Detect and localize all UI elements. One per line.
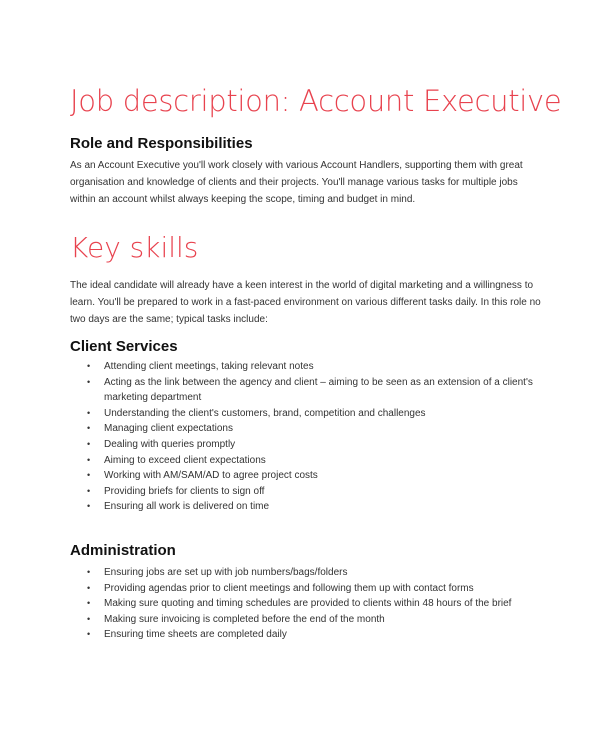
bullet-icon: • bbox=[87, 567, 91, 577]
list-item-text: Working with AM/SAM/AD to agree project costs bbox=[104, 470, 318, 482]
bullet-icon: • bbox=[87, 582, 91, 593]
bullet-icon: • bbox=[87, 361, 91, 371]
administration-heading: Administration bbox=[70, 542, 176, 559]
bullet-icon: • bbox=[87, 501, 91, 512]
key-skills-paragraph: The ideal candidate will already have a keen interest in the world of digital marketing and a willingness to learn. You'll be prepared to work in a fast-paced environment on various different tasks daily. In this role no two days are the same; typical tasks include: bbox=[70, 280, 541, 325]
list-item-text: Attending client meetings, taking relevant notes bbox=[104, 361, 314, 372]
page-title: Job description: Account Executive bbox=[70, 84, 562, 118]
list-item-text: Ensuring time sheets are completed daily bbox=[104, 629, 287, 641]
list-item-text: Providing agendas prior to client meetings and following them up with contact forms bbox=[104, 582, 474, 594]
key-skills-heading: Key skills bbox=[70, 231, 199, 264]
list-item bbox=[70, 453, 550, 469]
list-item bbox=[70, 375, 550, 406]
client-services-heading: Client Services bbox=[70, 338, 178, 355]
bullet-icon: • bbox=[87, 407, 91, 418]
list-item bbox=[70, 437, 550, 453]
role-paragraph: As an Account Executive you'll work closely with various Account Handlers, supporting them with great organisation and knowledge of clients and their projects. You'll manage various tasks for multiple jobs within an account whilst always keeping the scope, timing and budget in mind. bbox=[70, 160, 523, 205]
list-item-text: Acting as the link between the agency and client – aiming to be seen as an extension of a client's marketing department bbox=[104, 376, 533, 404]
list-item-text: Making sure quoting and timing schedules are provided to clients within 48 hours of the brief bbox=[104, 598, 512, 610]
list-item-text: Ensuring all work is delivered on time bbox=[104, 501, 270, 513]
client-services-list bbox=[70, 359, 550, 515]
bullet-icon: • bbox=[87, 454, 91, 465]
list-item bbox=[70, 421, 550, 437]
bullet-icon: • bbox=[87, 598, 91, 609]
bullet-icon: • bbox=[87, 629, 91, 640]
list-item bbox=[70, 565, 550, 581]
list-item bbox=[70, 596, 550, 612]
list-item bbox=[70, 612, 550, 628]
administration-list bbox=[70, 565, 550, 643]
list-item bbox=[70, 406, 550, 422]
list-item-text: Managing client expectations bbox=[104, 423, 233, 435]
bullet-icon: • bbox=[87, 438, 91, 449]
list-item-text: Aiming to exceed client expectations bbox=[104, 454, 266, 466]
list-item-text: Understanding the client's customers, brand, competition and challenges bbox=[104, 407, 426, 419]
bullet-icon: • bbox=[87, 470, 91, 481]
list-item-text: Dealing with queries promptly bbox=[104, 438, 236, 450]
list-item-text: Making sure invoicing is completed before the end of the month bbox=[104, 613, 385, 625]
list-item bbox=[70, 499, 550, 515]
list-item bbox=[70, 468, 550, 484]
list-item bbox=[70, 627, 550, 643]
bullet-icon: • bbox=[87, 613, 91, 624]
list-item-text: Providing briefs for clients to sign off bbox=[104, 485, 265, 497]
list-item-text: Ensuring jobs are set up with job numbers/bags/folders bbox=[104, 567, 348, 578]
list-item bbox=[70, 359, 550, 375]
list-item bbox=[70, 484, 550, 500]
list-item bbox=[70, 581, 550, 597]
bullet-icon: • bbox=[87, 376, 91, 387]
bullet-icon: • bbox=[87, 423, 91, 434]
bullet-icon: • bbox=[87, 485, 91, 496]
role-heading: Role and Responsibilities bbox=[70, 135, 253, 152]
